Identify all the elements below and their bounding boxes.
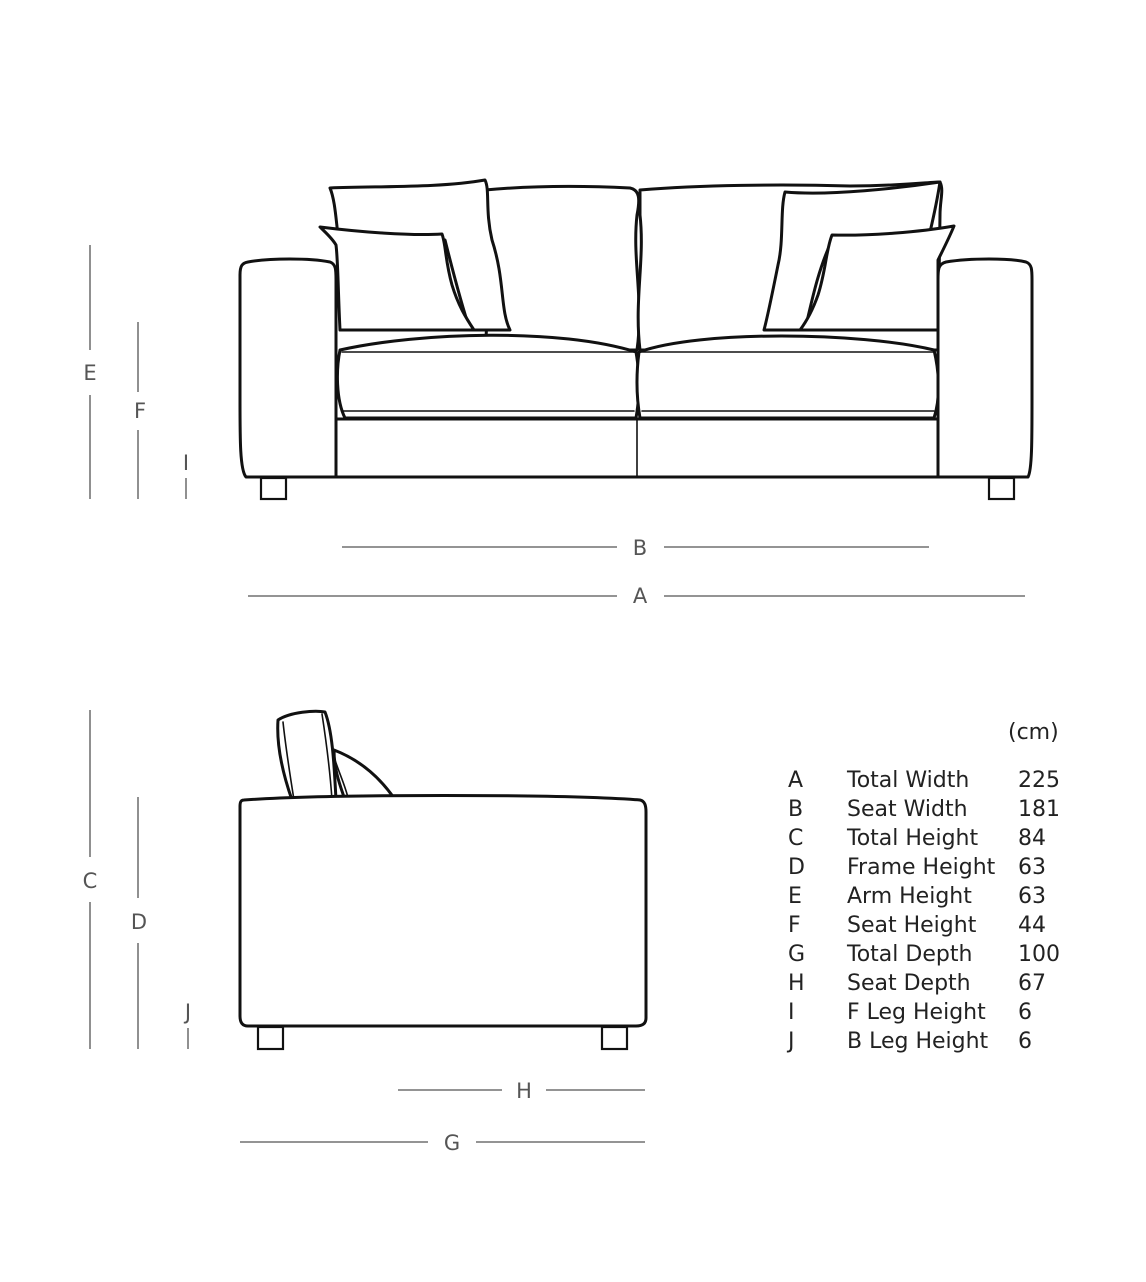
- row-value: 225: [1018, 768, 1060, 793]
- dimension-table: [788, 766, 1088, 1056]
- unit-label: (cm): [1008, 720, 1059, 745]
- side-leg-front: [258, 1027, 283, 1049]
- side-scatter-cushion: [334, 750, 394, 800]
- row-code: J: [788, 1029, 795, 1054]
- sofa-arm-right: [938, 259, 1032, 477]
- table-row: [788, 882, 1088, 911]
- sofa-leg-front-right: [989, 478, 1014, 499]
- table-row: [788, 911, 1088, 940]
- row-code: F: [788, 913, 801, 938]
- table-row: [788, 940, 1088, 969]
- dim-label-h: H: [516, 1079, 532, 1103]
- dim-label-g: G: [443, 1131, 461, 1155]
- row-name: Total Height: [847, 826, 979, 851]
- row-name: B Leg Height: [847, 1029, 989, 1054]
- sofa-side-view: [240, 711, 646, 1049]
- row-value: 44: [1018, 913, 1046, 938]
- sofa-front-view: [240, 180, 1032, 499]
- row-value: 100: [1018, 942, 1060, 967]
- row-code: H: [788, 971, 805, 996]
- row-value: 67: [1018, 971, 1046, 996]
- row-code: E: [788, 884, 802, 909]
- row-code: C: [788, 826, 804, 851]
- row-value: 6: [1018, 1029, 1032, 1054]
- row-name: Frame Height: [847, 855, 996, 880]
- dim-label-j: J: [184, 1000, 192, 1024]
- side-body: [240, 796, 646, 1027]
- table-row: [788, 824, 1088, 853]
- table-row: [788, 998, 1088, 1027]
- table-row: [788, 1027, 1088, 1056]
- row-value: 63: [1018, 884, 1046, 909]
- sofa-arm-left: [240, 259, 336, 477]
- dim-label-i: I: [182, 451, 190, 475]
- seat-cushion-left: [337, 335, 639, 418]
- row-name: Seat Height: [847, 913, 977, 938]
- row-value: 6: [1018, 1000, 1032, 1025]
- table-row: [788, 795, 1088, 824]
- dim-label-e: E: [83, 361, 97, 385]
- row-code: I: [788, 1000, 795, 1025]
- row-name: Seat Width: [847, 797, 968, 822]
- row-value: 63: [1018, 855, 1046, 880]
- table-row: [788, 969, 1088, 998]
- dim-label-d: D: [130, 910, 148, 934]
- row-name: F Leg Height: [847, 1000, 986, 1025]
- dim-label-f: F: [133, 399, 147, 423]
- row-name: Total Width: [847, 768, 970, 793]
- row-value: 84: [1018, 826, 1046, 851]
- row-code: B: [788, 797, 804, 822]
- row-code: D: [788, 855, 805, 880]
- row-value: 181: [1018, 797, 1060, 822]
- row-code: A: [788, 768, 804, 793]
- dim-label-a: A: [632, 584, 648, 608]
- dim-label-b: B: [632, 536, 648, 560]
- row-name: Seat Depth: [847, 971, 971, 996]
- seat-cushion-right: [637, 336, 939, 418]
- table-row: [788, 853, 1088, 882]
- side-leg-back: [602, 1027, 627, 1049]
- sofa-leg-front-left: [261, 478, 286, 499]
- dim-label-c: C: [82, 869, 98, 893]
- table-row: [788, 766, 1088, 795]
- row-code: G: [788, 942, 806, 967]
- row-name: Arm Height: [847, 884, 972, 909]
- row-name: Total Depth: [847, 942, 973, 967]
